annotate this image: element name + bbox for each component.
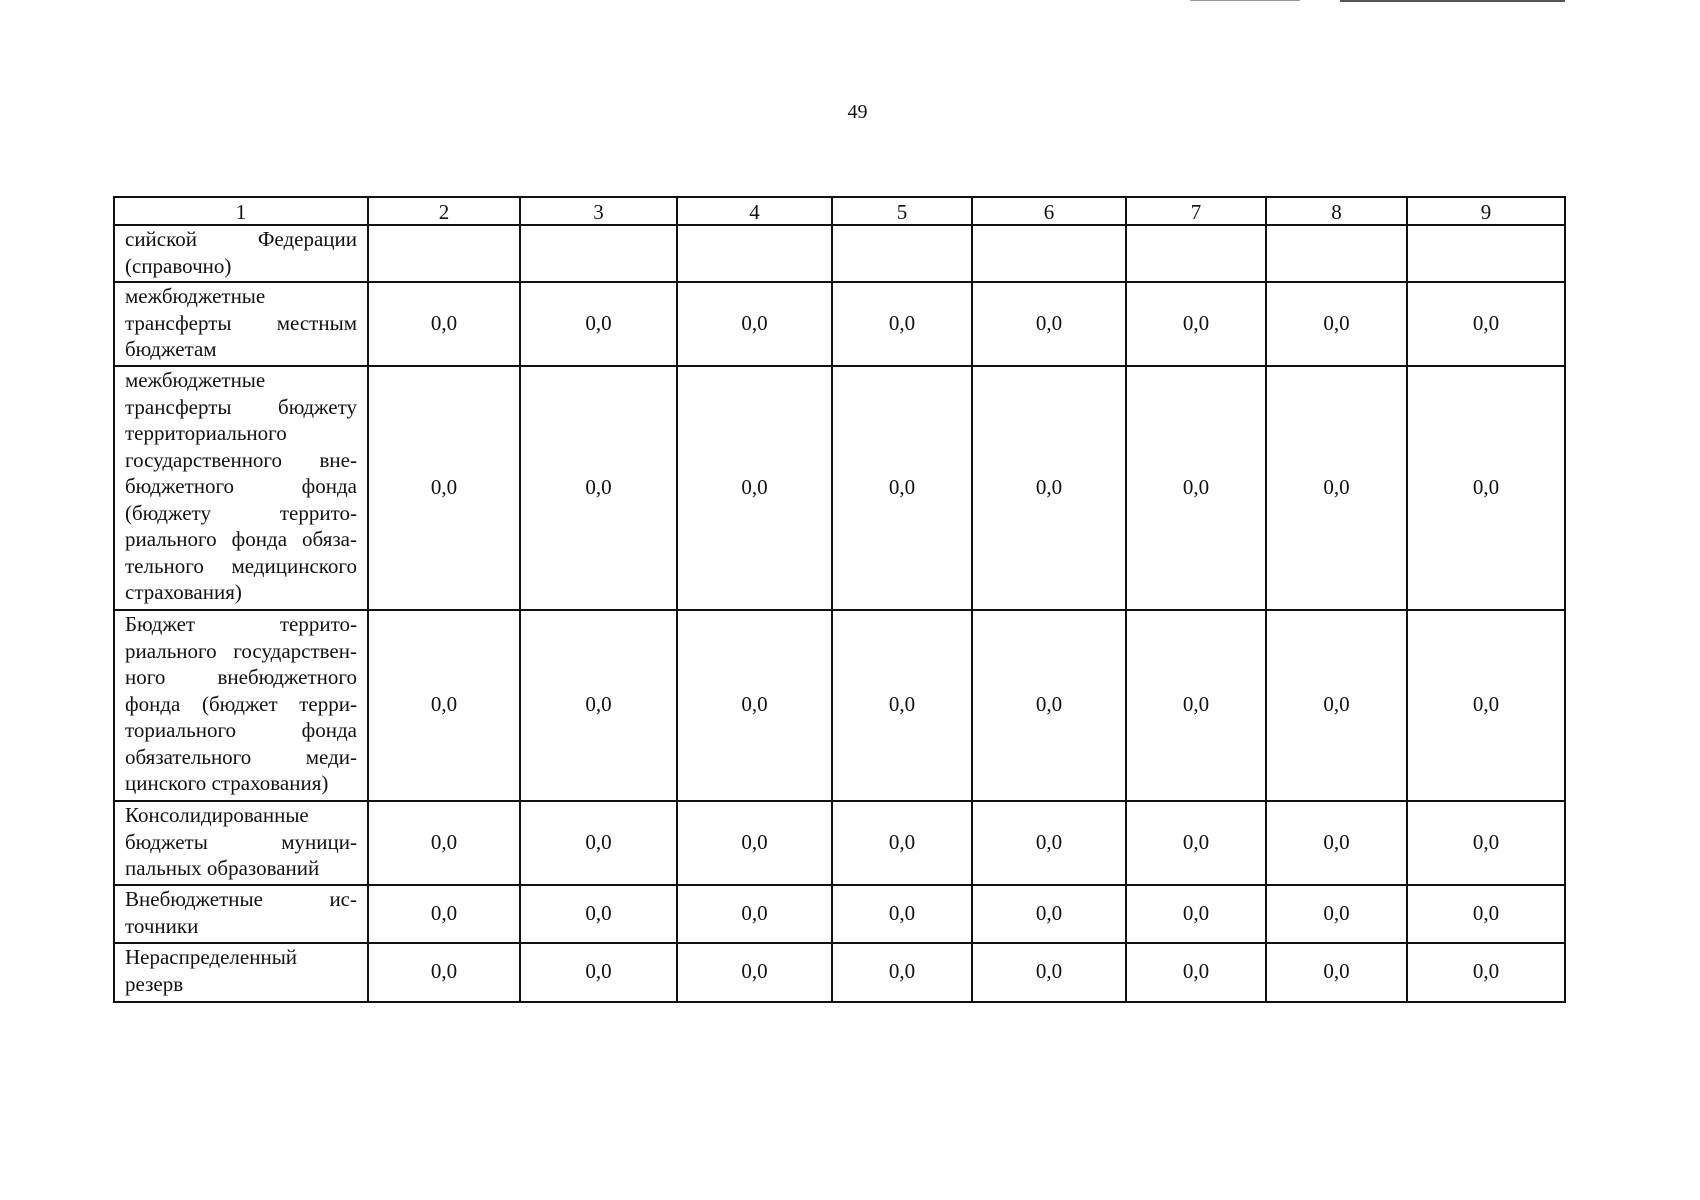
table-cell: 0,0 — [972, 885, 1126, 943]
table-cell: 0,0 — [368, 282, 520, 366]
table-cell — [520, 225, 677, 282]
table-row — [114, 366, 1565, 610]
table-cell — [677, 225, 832, 282]
table-cell: 0,0 — [1266, 282, 1407, 366]
table-cell: 0,0 — [1407, 885, 1565, 943]
row-label: межбюджетные трансферты бюджету территориального государственного внебюджетного фонда (бюджету территориального фонда обязательного медицинского страхования) — [114, 366, 368, 610]
row-label: сийской Федерации (справочно) — [114, 225, 368, 282]
table-cell: 0,0 — [1126, 610, 1266, 801]
row-label: Консолидированные бюджеты муниципальных образований — [114, 801, 368, 885]
table-cell: 0,0 — [368, 366, 520, 610]
column-header: 6 — [972, 197, 1126, 225]
table-cell: 0,0 — [1126, 282, 1266, 366]
table-cell: 0,0 — [520, 885, 677, 943]
table-cell: 0,0 — [832, 282, 972, 366]
table-cell: 0,0 — [1266, 943, 1407, 1002]
table-header-row — [114, 197, 1565, 225]
table-cell — [1407, 225, 1565, 282]
table-cell: 0,0 — [1266, 366, 1407, 610]
table-cell: 0,0 — [368, 801, 520, 885]
table-cell: 0,0 — [972, 366, 1126, 610]
table-cell: 0,0 — [520, 801, 677, 885]
table-cell: 0,0 — [520, 943, 677, 1002]
column-header: 7 — [1126, 197, 1266, 225]
table-cell — [1126, 225, 1266, 282]
table-cell — [832, 225, 972, 282]
column-header: 3 — [520, 197, 677, 225]
table-cell: 0,0 — [972, 610, 1126, 801]
page-number: 49 — [847, 101, 868, 123]
table-cell: 0,0 — [1407, 610, 1565, 801]
table-cell: 0,0 — [1126, 885, 1266, 943]
table-cell: 0,0 — [1126, 943, 1266, 1002]
table-row — [114, 282, 1565, 366]
table-cell: 0,0 — [368, 885, 520, 943]
table-cell: 0,0 — [677, 610, 832, 801]
column-header: 5 — [832, 197, 972, 225]
table-cell: 0,0 — [677, 943, 832, 1002]
table-cell: 0,0 — [1126, 366, 1266, 610]
column-header: 9 — [1407, 197, 1565, 225]
table-cell: 0,0 — [832, 885, 972, 943]
column-header: 1 — [114, 197, 368, 225]
table-cell: 0,0 — [677, 366, 832, 610]
table-cell: 0,0 — [972, 801, 1126, 885]
row-label: Бюджет территориального государственного внебюджетного фонда (бюджет территориального фонда обязательного медицинского страхования) — [114, 610, 368, 801]
table-cell: 0,0 — [1407, 943, 1565, 1002]
row-label: Внебюджетные источники — [114, 885, 368, 943]
table-cell — [368, 225, 520, 282]
table-row — [114, 610, 1565, 801]
table-cell — [1266, 225, 1407, 282]
table-cell: 0,0 — [972, 943, 1126, 1002]
table-cell: 0,0 — [1266, 610, 1407, 801]
table-cell: 0,0 — [520, 282, 677, 366]
table-row — [114, 801, 1565, 885]
row-label: межбюджетные трансферты местным бюджетам — [114, 282, 368, 366]
table-cell: 0,0 — [832, 366, 972, 610]
table-cell: 0,0 — [972, 282, 1126, 366]
table-cell: 0,0 — [677, 801, 832, 885]
table-cell: 0,0 — [832, 610, 972, 801]
table-cell: 0,0 — [520, 610, 677, 801]
row-label: Нераспределенный резерв — [114, 943, 368, 1002]
column-header: 8 — [1266, 197, 1407, 225]
table-cell: 0,0 — [1266, 801, 1407, 885]
table-row — [114, 943, 1565, 1002]
table-cell — [972, 225, 1126, 282]
table-cell: 0,0 — [1407, 366, 1565, 610]
table-cell: 0,0 — [1126, 801, 1266, 885]
table-cell: 0,0 — [1407, 801, 1565, 885]
table-row — [114, 885, 1565, 943]
table-cell: 0,0 — [1407, 282, 1565, 366]
table-cell: 0,0 — [677, 282, 832, 366]
table-cell: 0,0 — [832, 801, 972, 885]
column-header: 2 — [368, 197, 520, 225]
scan-edge-line-right — [1340, 0, 1565, 2]
table-row — [114, 225, 1565, 282]
table-cell: 0,0 — [520, 366, 677, 610]
column-header: 4 — [677, 197, 832, 225]
table-cell: 0,0 — [1266, 885, 1407, 943]
scan-edge-line-left — [1190, 0, 1300, 1]
budget-table — [113, 196, 1566, 1003]
table-cell: 0,0 — [368, 610, 520, 801]
table-cell: 0,0 — [677, 885, 832, 943]
table-cell: 0,0 — [832, 943, 972, 1002]
table-cell: 0,0 — [368, 943, 520, 1002]
